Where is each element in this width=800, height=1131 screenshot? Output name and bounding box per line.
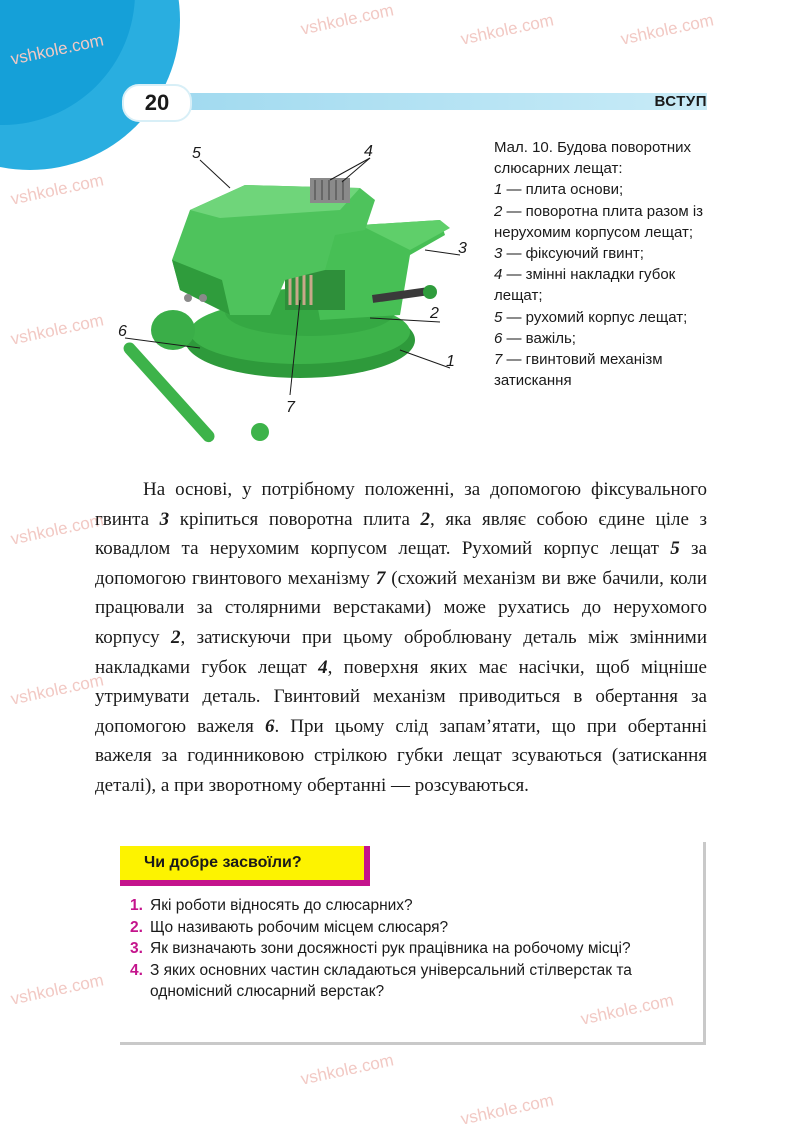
vise-illustration	[110, 140, 480, 460]
body-paragraph: На основі, у потрібному положенні, за допомогою фіксувального гвинта 3 кріпиться поворотна плита 2, яка являє собою єдине ціле з ковадлом та нерухомим корпусом лещат. Рухомий корпус лещат 5 за допомогою гвинтового механізму 7 (схожий механізм ви вже бачили, коли працювали за столярними верстаками) може рухатись до нерухомого корпусу 2, затискуючи при цьому оброблювану деталь між змінними накладками губок лещат 4, поверхня яких має насічки, щоб міцніше утримувати деталь. Гвинтовий механізм приводиться в обертання за допомогою важеля 6. При цьому слід запам’ятати, що при обертанні важеля за годинниковою стрілкою губки лещат зсуваються (затискання деталі), а при зворотному обертанні — розсуваються.	[95, 479, 708, 796]
question-item: 2. Що називають робочим місцем слюсаря?	[130, 918, 449, 936]
caption-item: 2 — поворотна плита разом із нерухомим корпусом лещат;	[494, 202, 704, 241]
question-item: 3. Як визначають зони досяжності рук працівника на робочому місці?	[130, 940, 631, 957]
section-title: ВСТУП	[654, 93, 707, 110]
watermark: vshkole.com	[8, 670, 106, 709]
questions-title: Чи добре засвоїли?	[120, 846, 370, 880]
watermark: vshkole.com	[8, 170, 106, 209]
caption-item: 3 — фіксуючий гвинт;	[494, 245, 644, 263]
vise-drawing	[110, 140, 480, 460]
watermark: vshkole.com	[578, 990, 676, 1029]
watermark: vshkole.com	[8, 310, 106, 349]
jaw-insert	[310, 178, 350, 203]
watermark: vshkole.com	[298, 0, 396, 39]
watermark: vshkole.com	[618, 10, 716, 49]
figure-label-5: 5	[192, 145, 201, 162]
header-band	[150, 93, 707, 110]
figure-label-1: 1	[446, 353, 455, 370]
watermark: vshkole.com	[8, 30, 106, 69]
caption-item: 6 — важіль;	[494, 329, 576, 347]
question-item: 1. Які роботи відносять до слюсарних?	[130, 897, 413, 914]
caption-item: 4 — змінні накладки губок лещат;	[494, 266, 676, 305]
caption-title: Мал. 10. Будова поворотних слюсарних лещат:	[494, 139, 692, 178]
question-item: 4. З яких основних частин складаються універсальний стілверстак та одномісний слюсарний верстак?	[130, 961, 632, 1000]
figure-label-7: 7	[286, 399, 295, 416]
watermark: vshkole.com	[458, 10, 556, 49]
figure-label-4: 4	[364, 143, 373, 160]
caption-item: 5 — рухомий корпус лещат;	[494, 308, 688, 326]
figure-label-2: 2	[430, 305, 439, 322]
figure-label-3: 3	[458, 240, 467, 257]
caption-item: 7 — гвинтовий механізм затискання	[494, 351, 663, 390]
watermark: vshkole.com	[8, 510, 106, 549]
caption-item: 1 — плита основи;	[494, 181, 624, 199]
figure-caption	[494, 137, 714, 391]
questions-list	[130, 895, 700, 1003]
questions-title-underline	[120, 880, 370, 886]
watermark: vshkole.com	[8, 970, 106, 1009]
page-number: 20	[122, 84, 192, 122]
watermark: vshkole.com	[458, 1090, 556, 1129]
watermark: vshkole.com	[298, 1050, 396, 1089]
figure-label-6: 6	[118, 323, 127, 340]
